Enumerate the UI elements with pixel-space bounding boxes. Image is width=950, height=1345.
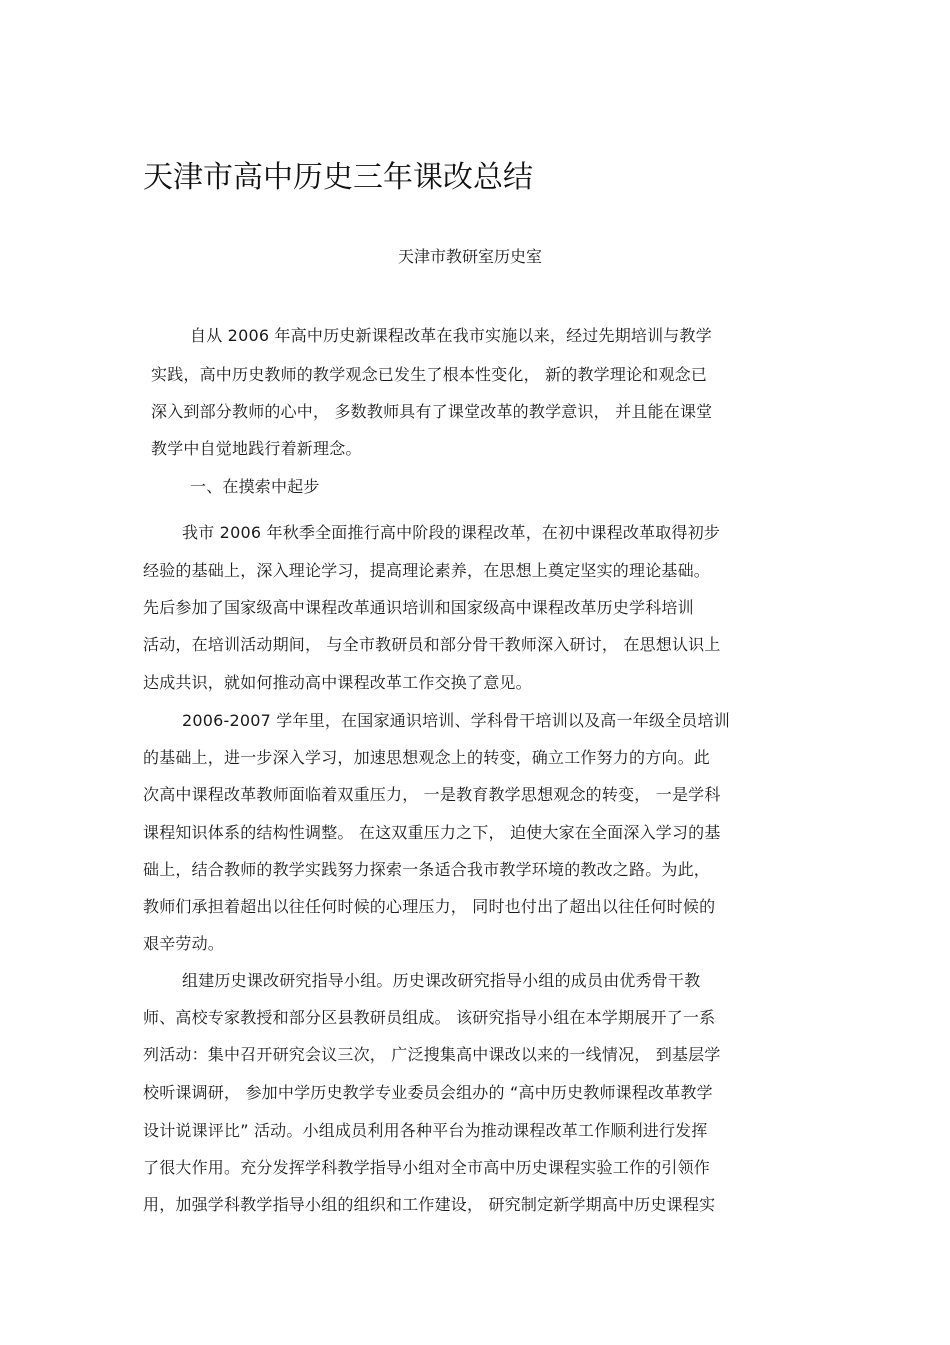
paragraph-line: 列活动：集中召开研究会议三次， 广泛搜集高中课改以来的一线情况， 到基层学 (143, 1045, 721, 1064)
paragraph-line: 自从 2006 年高中历史新课程改革在我市实施以来，经过先期培训与教学 (190, 326, 712, 345)
paragraph-line: 深入到部分教师的心中， 多数教师具有了课堂改革的教学意识， 并且能在课堂 (151, 402, 713, 421)
paragraph-line: 实践，高中历史教师的教学观念已发生了根本性变化， 新的教学理论和观念已 (151, 365, 708, 384)
section-heading: 一、在摸索中起步 (190, 477, 320, 496)
paragraph-line: 艰辛劳动。 (143, 934, 225, 953)
document-title: 天津市高中历史三年课改总结 (143, 160, 533, 195)
paragraph-line: 我市 2006 年秋季全面推行高中阶段的课程改革，在初中课程改革取得初步 (182, 523, 721, 542)
paragraph-line: 校听课调研， 参加中学历史教学专业委员会组办的 “高中历史教师课程改革教学 (143, 1083, 713, 1102)
paragraph-line: 课程知识体系的结构性调整。 在这双重压力之下， 迫使大家在全面深入学习的基 (143, 823, 721, 842)
paragraph-line: 先后参加了国家级高中课程改革通识培训和国家级高中课程改革历史学科培训 (143, 598, 694, 617)
paragraph-line: 设计说课评比” 活动。小组成员利用各种平台为推动课程改革工作顺利进行发挥 (143, 1121, 708, 1140)
paragraph-line: 组建历史课改研究指导小组。历史课改研究指导小组的成员由优秀骨干教 (182, 971, 701, 990)
paragraph-line: 教学中自觉地践行着新理念。 (151, 439, 362, 458)
paragraph-line: 经验的基础上，深入理论学习，提高理论素养，在思想上奠定坚实的理论基础。 (143, 561, 711, 580)
paragraph-line: 达成共识，就如何推动高中课程改革工作交换了意见。 (143, 673, 532, 692)
paragraph-line: 师、高校专家教授和部分区县教研员组成。 该研究指导小组在本学期展开了一系 (143, 1008, 716, 1027)
paragraph-line: 的基础上，进一步深入学习，加速思想观念上的转变，确立工作努力的方向。此 (143, 748, 711, 767)
paragraph-line: 2006-2007 学年里，在国家通识培训、学科骨干培训以及高一年级全员培训 (182, 711, 730, 730)
paragraph-line: 础上，结合教师的教学实践努力探索一条适合我市教学环境的教改之路。为此， (143, 860, 711, 879)
paragraph-line: 了很大作用。充分发挥学科教学指导小组对全市高中历史课程实验工作的引领作 (143, 1158, 711, 1177)
paragraph-line: 教师们承担着超出以往任何时候的心理压力， 同时也付出了超出以往任何时候的 (143, 897, 716, 916)
paragraph-line: 活动，在培训活动期间， 与全市教研员和部分骨干教师深入研讨， 在思想认识上 (143, 635, 721, 654)
paragraph-line: 次高中课程改革教师面临着双重压力， 一是教育教学思想观念的转变， 一是学科 (143, 785, 721, 804)
document-author: 天津市教研室历史室 (397, 247, 542, 266)
paragraph-line: 用，加强学科教学指导小组的组织和工作建设， 研究制定新学期高中历史课程实 (143, 1195, 716, 1214)
